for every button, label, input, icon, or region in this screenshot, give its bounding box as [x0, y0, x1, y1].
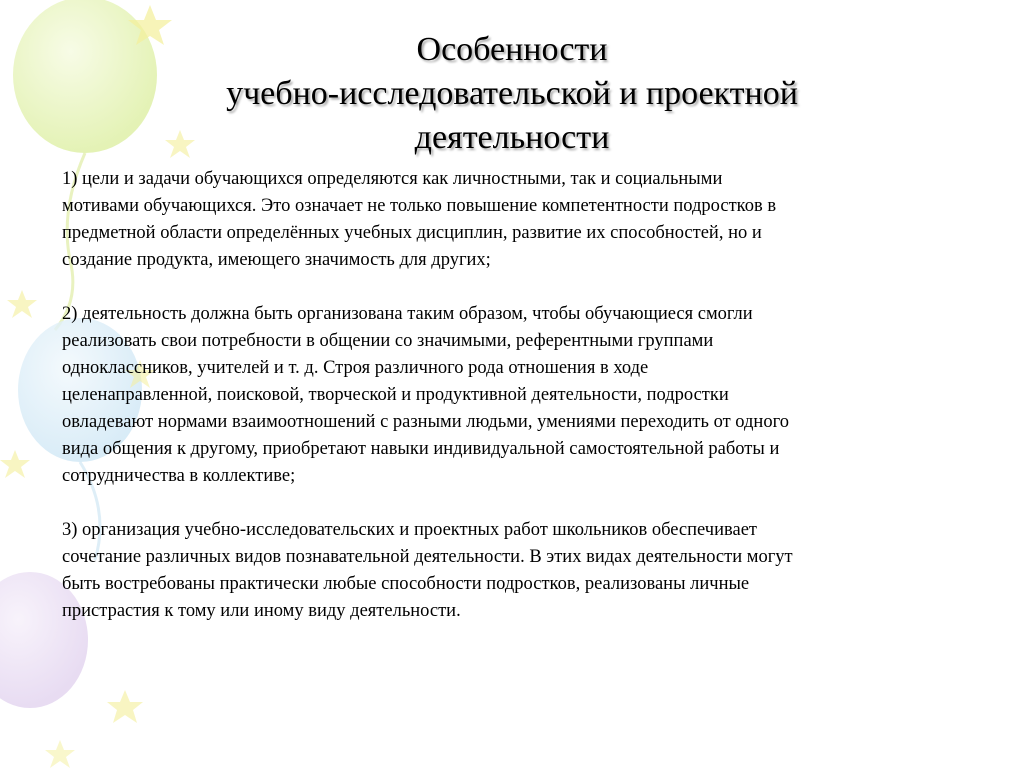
title-line: деятельности: [414, 119, 610, 156]
text-line: сочетание различных видов познавательной деятельности. В этих видах деятельности могут: [62, 547, 793, 567]
paragraph-2: [62, 301, 972, 490]
text-line: целенаправленной, поисковой, творческой и продуктивной деятельности, подростки: [62, 385, 729, 405]
slide-title: [100, 28, 924, 160]
text-line: одноклассников, учителей и т. д. Строя различного рода отношения в ходе: [62, 358, 649, 378]
text-line: 1) цели и задачи обучающихся определяются как личностными, так и социальными: [62, 169, 723, 189]
slide-body: [62, 166, 972, 652]
text-line: сотрудничества в коллективе;: [62, 466, 296, 486]
text-line: вида общения к другому, приобретают навыки индивидуальной самостоятельной работы и: [62, 439, 780, 459]
text-line: пристрастия к тому или иному виду деятельности.: [62, 601, 461, 621]
text-line: овладевают нормами взаимоотношений с разными людьми, умениями переходить от одного: [62, 412, 789, 432]
title-line: Особенности: [416, 31, 608, 68]
title-line: учебно-исследовательской и проектной: [226, 75, 798, 112]
text-line: быть востребованы практически любые способности подростков, реализованы личные: [62, 574, 750, 594]
paragraph-1: [62, 166, 972, 274]
text-line: мотивами обучающихся. Это означает не только повышение компетентности подростков в: [62, 196, 777, 216]
text-line: предметной области определённых учебных дисциплин, развитие их способностей, но и: [62, 223, 762, 243]
text-line: 2) деятельность должна быть организована таким образом, чтобы обучающиеся смогли: [62, 304, 753, 324]
text-line: реализовать свои потребности в общении со значимыми, референтными группами: [62, 331, 714, 351]
text-line: создание продукта, имеющего значимость для других;: [62, 250, 491, 270]
paragraph-3: [62, 517, 972, 625]
text-line: 3) организация учебно-исследовательских и проектных работ школьников обеспечивает: [62, 520, 757, 540]
